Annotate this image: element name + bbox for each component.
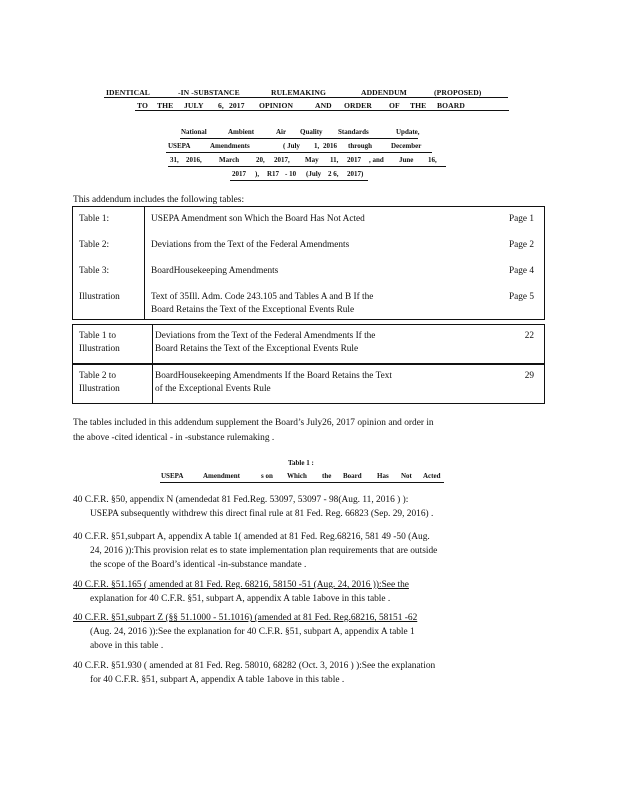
table1-subtitle-word: Not (401, 472, 412, 480)
table-row-label: Illustration (79, 344, 120, 354)
subheader-underline-3 (168, 166, 446, 167)
table-row-description: BoardHousekeeping Amendments If the Board Retains the Text (155, 371, 392, 381)
title-word: TO (137, 101, 149, 110)
column-divider (152, 325, 153, 363)
table-row-description: USEPA Amendment son Which the Board Has Not Acted (151, 214, 365, 224)
contents-table-block-2 (72, 324, 545, 364)
subheader-word: March (219, 156, 240, 164)
cfr-entry (73, 493, 543, 521)
title-word: OPINION (259, 101, 294, 110)
subheader-word: 31, (170, 156, 179, 164)
subheader-line-2 (0, 142, 618, 152)
table1-subtitle-word: Has (377, 472, 389, 480)
subheader-line-4 (0, 170, 618, 180)
table1-title-underline (160, 482, 444, 483)
table-row-label: Illustration (79, 384, 120, 394)
title-word: JULY (184, 101, 204, 110)
subheader-word: , and (369, 156, 384, 164)
subheader-word: 2017 (347, 156, 361, 164)
cfr-entry (73, 578, 543, 606)
subheader-line-3 (0, 156, 618, 166)
subheader-word: R17 (267, 170, 280, 178)
subheader-word: Standards (338, 128, 369, 136)
subheader-word: - 10 (285, 170, 297, 178)
subheader-word: 2 6, (328, 170, 339, 178)
subheader-word: December (391, 142, 422, 150)
title-word: OF (389, 101, 400, 110)
subheader-word: 2016, (186, 156, 202, 164)
title-word: -IN -SUBSTANCE (178, 88, 240, 97)
paragraph-line: the above -cited identical - in -substance rulemaking . (73, 433, 275, 443)
column-divider (152, 365, 153, 403)
table-row-page: Page 2 (508, 240, 534, 250)
title-word: 2017 (229, 101, 245, 110)
entry-explanation: the scope of the Board’s identical -in-substance mandate . (90, 560, 307, 570)
subheader-word: Amendments (210, 142, 250, 150)
subheader-word: Quality (300, 128, 323, 136)
title-underline-1 (104, 97, 508, 98)
table1-subtitle-word: s on (261, 472, 273, 480)
table-row-page: Page 4 (508, 266, 534, 276)
entry-citation: 40 C.F.R. §51,subpart A, appendix A table 1( amended at 81 Fed. Reg.68216, 581 49 -50 (Aug. (73, 532, 430, 542)
subheader-word: Update, (396, 128, 420, 136)
entry-citation: 40 C.F.R. §51.165 ( amended at 81 Fed. Reg. 68216, 58150 -51 (Aug. 24, 2016 )):See the (73, 580, 409, 590)
title-word: THE (410, 101, 427, 110)
subheader-word: through (348, 142, 372, 150)
table1-title: Table 1 : (288, 459, 314, 467)
table-row-label: Table 3: (79, 266, 110, 276)
contents-table-block-1 (72, 206, 545, 320)
cfr-entry (73, 659, 543, 687)
subheader-word: June (399, 156, 414, 164)
subheader-word: 11, (330, 156, 339, 164)
addendum-intro: This addendum includes the following tables: (73, 195, 245, 205)
subheader-word: 16, (428, 156, 437, 164)
table1-subtitle-word: Board (343, 472, 362, 480)
table-row-description: Board Retains the Text of the Exceptional Events Rule (155, 344, 359, 354)
subheader-word: ), (255, 170, 260, 178)
table-row-description: Text of 35Ill. Adm. Code 243.105 and Tables A and B If the (151, 292, 374, 302)
cfr-entry (73, 530, 543, 572)
table-row-label: Table 1 to (79, 331, 117, 341)
subheader-word: USEPA (168, 142, 191, 150)
paragraph-line: The tables included in this addendum supplement the Board’s July26, 2017 opinion and order in (73, 418, 434, 428)
subheader-word: 2016 (323, 142, 337, 150)
title-underline-2 (135, 110, 509, 111)
title-word: (PROPOSED) (434, 88, 482, 97)
title-word: BOARD (437, 101, 465, 110)
subheader-underline-1 (180, 138, 418, 139)
table-row-description: of the Exceptional Events Rule (155, 384, 271, 394)
entry-explanation: explanation for 40 C.F.R. §51, subpart A, appendix A table 1above in this table . (90, 594, 391, 604)
table-row-label: Table 2 to (79, 371, 117, 381)
column-divider (144, 207, 145, 319)
subheader-word: 1, (314, 142, 320, 150)
subheader-word: May (305, 156, 319, 164)
entry-explanation: for 40 C.F.R. §51, subpart A, appendix A table 1above in this table . (90, 675, 345, 685)
cfr-entry (73, 611, 543, 653)
contents-table-block-3 (72, 364, 545, 404)
table-row-page: 22 (524, 331, 534, 341)
title-word: AND (315, 101, 332, 110)
subheader-underline-4 (230, 180, 368, 181)
title-word: THE (157, 101, 174, 110)
table1-subtitle (0, 472, 618, 482)
subheader-word: 2017, (274, 156, 290, 164)
subheader-word: 2017) (347, 170, 364, 178)
contents-table (72, 206, 545, 403)
table1-subtitle-word: Acted (423, 472, 441, 480)
table-row-description: Board Retains the Text of the Exceptional Events Rule (151, 305, 355, 315)
subheader-word: 2017 (232, 170, 246, 178)
subheader-word: (July (306, 170, 322, 178)
table-row-page: Page 1 (508, 214, 534, 224)
entry-explanation: (Aug. 24, 2016 )):See the explanation for 40 C.F.R. §51, subpart A, appendix A table 1 (90, 627, 415, 637)
title-word: ADDENDUM (361, 88, 407, 97)
subheader-word: 20, (256, 156, 265, 164)
table-row-description: BoardHousekeeping Amendments (151, 266, 279, 276)
table-row-page: 29 (524, 371, 534, 381)
table1-subtitle-word: Amendment (203, 472, 240, 480)
entry-citation: 40 C.F.R. §50, appendix N (amendedat 81 Fed.Reg. 53097, 53097 - 98(Aug. 11, 2016 ) ): (73, 495, 409, 505)
table-row-label: Table 1: (79, 214, 110, 224)
table-row-label: Illustration (79, 292, 120, 302)
supplement-paragraph (73, 416, 434, 446)
table-row-description: Deviations from the Text of the Federal Amendments (151, 240, 350, 250)
subheader-word: National (181, 128, 207, 136)
table1-subtitle-word: the (322, 472, 332, 480)
title-word: RULEMAKING (271, 88, 327, 97)
entry-citation: 40 C.F.R. §51,subpart Z (§§ 51.1000 - 51.1016) (amended at 81 Fed. Reg.68216, 58151 -62 (73, 613, 418, 623)
table1-subtitle-word: Which (287, 472, 307, 480)
table1-subtitle-word: USEPA (161, 472, 184, 480)
entry-explanation: above in this table . (90, 641, 164, 651)
subheader-word: Air (276, 128, 287, 136)
table-row-page: Page 5 (508, 292, 534, 302)
entry-explanation: USEPA subsequently withdrew this direct final rule at 81 Fed. Reg. 66823 (Sep. 29, 2016) . (90, 509, 434, 519)
subheader-underline-2 (166, 152, 432, 153)
subheader-line-1 (0, 128, 618, 138)
entry-explanation: 24, 2016 )):This provision relat es to state implementation plan requirements that are outside (90, 546, 438, 556)
title-word: IDENTICAL (106, 88, 150, 97)
table-row-label: Table 2: (79, 240, 110, 250)
title-word: ORDER (344, 101, 372, 110)
entry-citation: 40 C.F.R. §51.930 ( amended at 81 Fed. Reg. 58010, 68282 (Oct. 3, 2016 ) ):See the explanation (73, 661, 436, 671)
subheader-word: Ambient (228, 128, 255, 136)
table-row-description: Deviations from the Text of the Federal Amendments If the (155, 331, 376, 341)
title-word: 6, (218, 101, 224, 110)
subheader-word: ( July (283, 142, 300, 150)
